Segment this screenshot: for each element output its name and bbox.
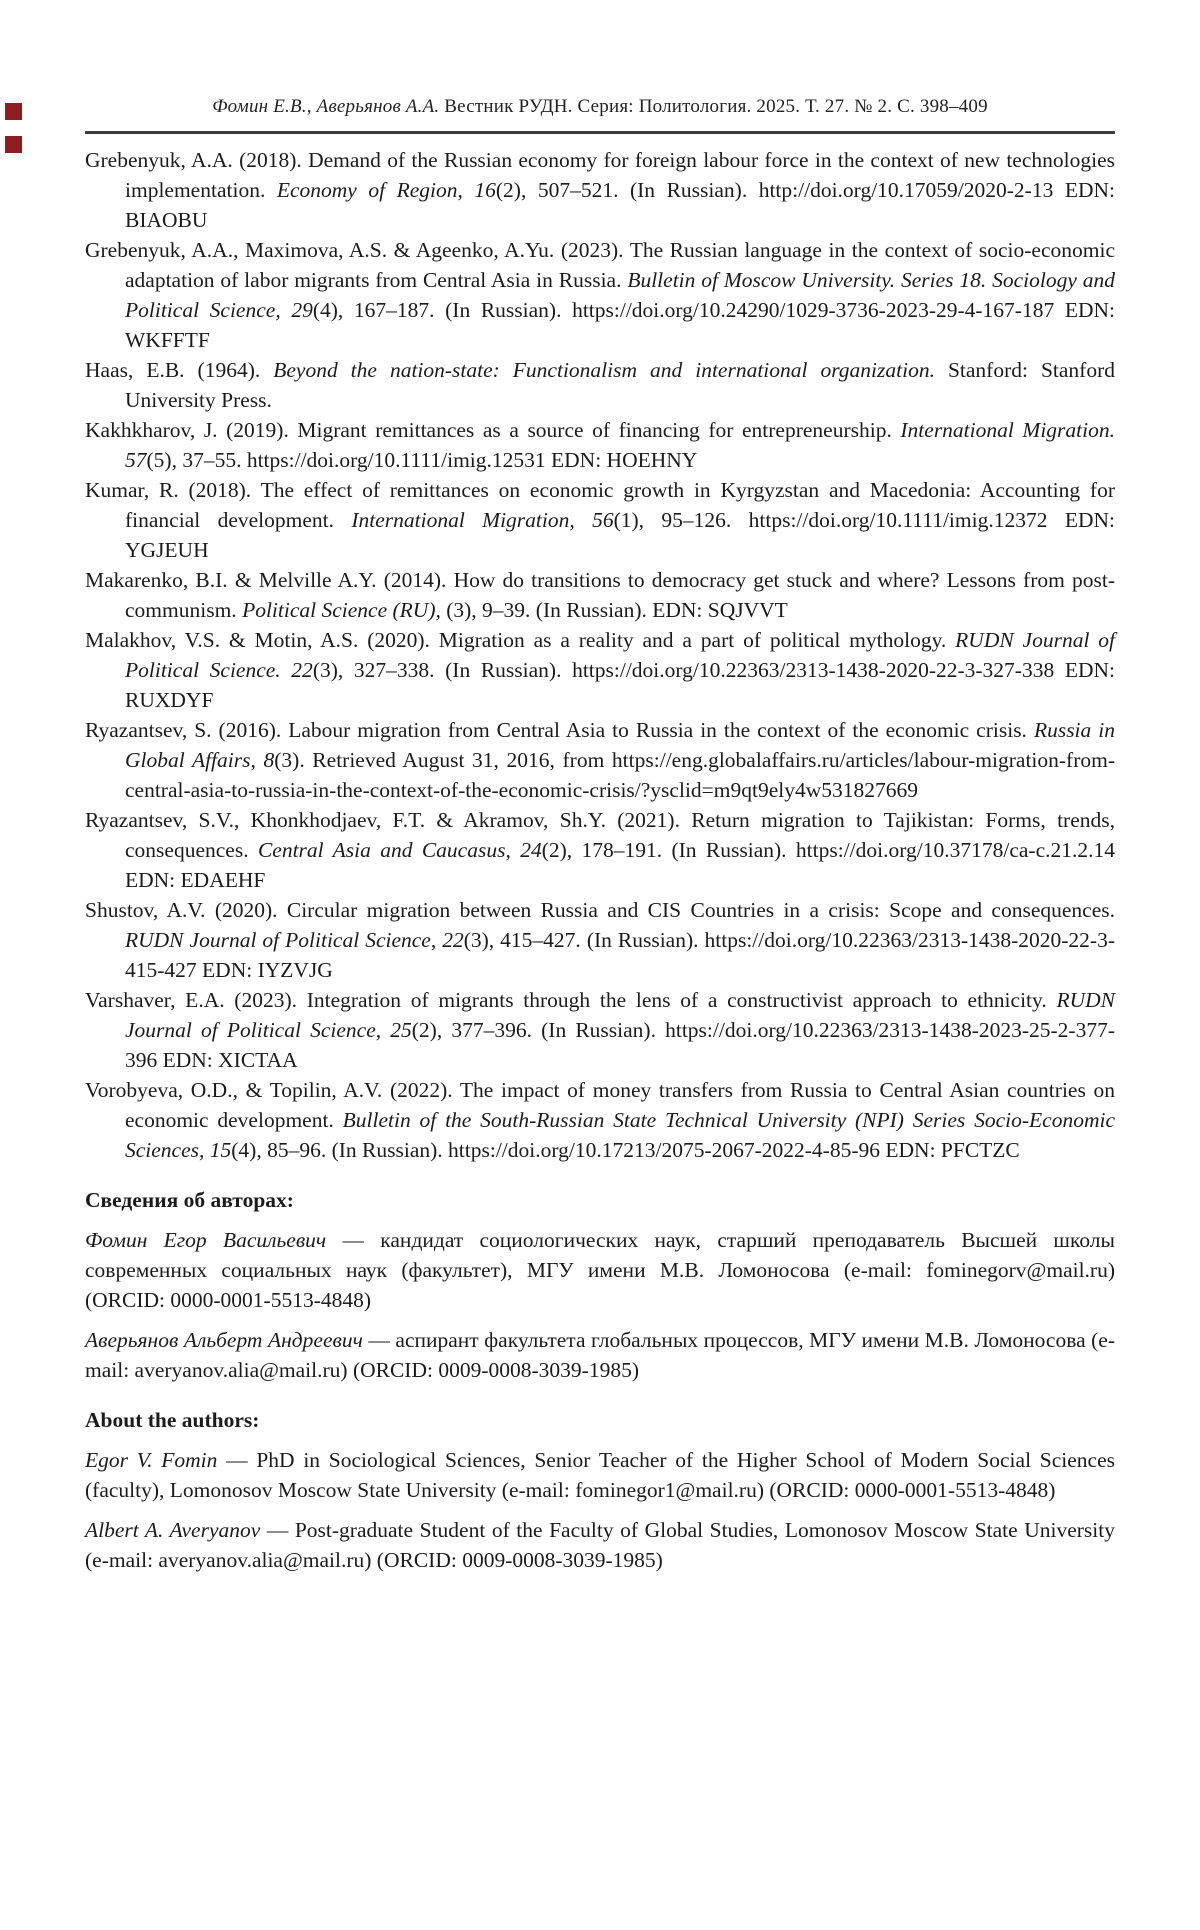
author-bio: Фомин Егор Васильевич — кандидат социологических наук, старший преподаватель Высшей школы современных социальных наук (факультет), МГУ имени М.В. Ломоносова (e-mail: fominegorv@mail.ru) (ORCID: 0000-0001-5513-4848) <box>85 1228 1115 1312</box>
running-head-citation: Вестник РУДН. Серия: Политология. 2025. Т. 27. № 2. С. 398–409 <box>439 96 988 117</box>
author-name: Egor V. Fomin <box>85 1448 218 1472</box>
reference-item: Shustov, A.V. (2020). Circular migration between Russia and CIS Countries in a crisis: Scope and consequences. RUDN Journal of Political Science, 22(3), 415–427. (In Russian). https://doi.org/10.22363/2313-1438-2020-22-3-415-427 EDN: IYZVJG <box>85 898 1115 982</box>
references-list <box>85 145 1115 1165</box>
reference-item: Grebenyuk, A.A., Maximova, A.S. & Ageenko, A.Yu. (2023). The Russian language in the context of socio-economic adaptation of labor migrants from Central Asia in Russia. Bulletin of Moscow University. Series 18. Sociology and Political Science, 29(4), 167–187. (In Russian). https://doi.org/10.24290/1029-3736-2023-29-4-167-187 EDN: WKFFTF <box>85 238 1115 352</box>
reference-item: Varshaver, E.A. (2023). Integration of migrants through the lens of a constructivist approach to ethnicity. RUDN Journal of Political Science, 25(2), 377–396. (In Russian). https://doi.org/10.22363/2313-1438-2023-25-2-377-396 EDN: XICTAA <box>85 988 1115 1072</box>
reference-item: Malakhov, V.S. & Motin, A.S. (2020). Migration as a reality and a part of political mythology. RUDN Journal of Political Science. 22(3), 327–338. (In Russian). https://doi.org/10.22363/2313-1438-2020-22-3-327-338 EDN: RUXDYF <box>85 628 1115 712</box>
running-head <box>85 96 1115 118</box>
document-page <box>0 96 1200 1575</box>
author-name: Аверьянов Альберт Андреевич <box>85 1328 363 1352</box>
reference-item: Vorobyeva, O.D., & Topilin, A.V. (2022). The impact of money transfers from Russia to Central Asian countries on economic development. Bulletin of the South-Russian State Technical University (NPI) Series Socio-Economic Sciences, 15(4), 85–96. (In Russian). https://doi.org/10.17213/2075-2067-2022-4-85-96 EDN: PFCTZC <box>85 1078 1116 1162</box>
reference-item: Haas, E.B. (1964). Beyond the nation-state: Functionalism and international organization. Stanford: Stanford University Press. <box>85 358 1115 412</box>
reference-item: Ryazantsev, S.V., Khonkhodjaev, F.T. & Akramov, Sh.Y. (2021). Return migration to Tajikistan: Forms, trends, consequences. Central Asia and Caucasus, 24(2), 178–191. (In Russian). https://doi.org/10.37178/ca-c.21.2.14 EDN: EDAEHF <box>85 808 1115 892</box>
reference-item: Ryazantsev, S. (2016). Labour migration from Central Asia to Russia in the context of the economic crisis. Russia in Global Affairs, 8(3). Retrieved August 31, 2016, from https://eng.globalaffairs.ru/articles/labour-migration-from-central-asia-to-russia-in-the-context-of-the-economic-crisis/?ysclid=m9qt9ely4w531827669 <box>85 718 1116 802</box>
reference-item: Makarenko, B.I. & Melville A.Y. (2014). How do transitions to democracy get stuck and where? Lessons from post-communism. Political Science (RU), (3), 9–39. (In Russian). EDN: SQJVVT <box>85 568 1115 622</box>
section-heading-ru: Сведения об авторах: <box>85 1188 294 1212</box>
author-bio: Аверьянов Альберт Андреевич — аспирант факультета глобальных процессов, МГУ имени М.В. Ломоносова (e-mail: averyanov.alia@mail.ru) (ORCID: 0009-0008-3039-1985) <box>85 1328 1116 1382</box>
author-bio: Albert A. Averyanov — Post-graduate Student of the Faculty of Global Studies, Lomonosov Moscow State University (e-mail: averyanov.alia@mail.ru) (ORCID: 0009-0008-3039-1985) <box>85 1518 1115 1572</box>
running-head-authors: Фомин Е.В., Аверьянов А.А. <box>212 96 440 117</box>
author-bio: Egor V. Fomin — PhD in Sociological Sciences, Senior Teacher of the Higher School of Modern Social Sciences (faculty), Lomonosov Moscow State University (e-mail: fominegor1@mail.ru) (ORCID: 0000-0001-5513-4848) <box>85 1448 1115 1502</box>
reference-item: Grebenyuk, A.A. (2018). Demand of the Russian economy for foreign labour force in the context of new technologies implementation. Economy of Region, 16(2), 507–521. (In Russian). http://doi.org/10.17059/2020-2-13 EDN: BIAOBU <box>85 148 1116 232</box>
header-rule <box>85 131 1115 134</box>
red-square-marker-1 <box>5 103 22 120</box>
section-heading-en: About the authors: <box>85 1408 260 1432</box>
reference-item: Kumar, R. (2018). The effect of remittances on economic growth in Kyrgyzstan and Macedonia: Accounting for financial development. International Migration, 56(1), 95–126. https://doi.org/10.1111/imig.12372 EDN: YGJEUH <box>85 478 1115 562</box>
red-square-marker-2 <box>5 136 22 153</box>
authors-en-block <box>85 1445 1115 1575</box>
author-name: Фомин Егор Васильевич <box>85 1228 327 1252</box>
reference-item: Kakhkharov, J. (2019). Migrant remittances as a source of financing for entrepreneurship. International Migration. 57(5), 37–55. https://doi.org/10.1111/imig.12531 EDN: HOEHNY <box>85 418 1115 472</box>
corner-markers <box>5 103 22 169</box>
author-name: Albert A. Averyanov <box>85 1518 261 1542</box>
authors-ru-block <box>85 1225 1115 1385</box>
